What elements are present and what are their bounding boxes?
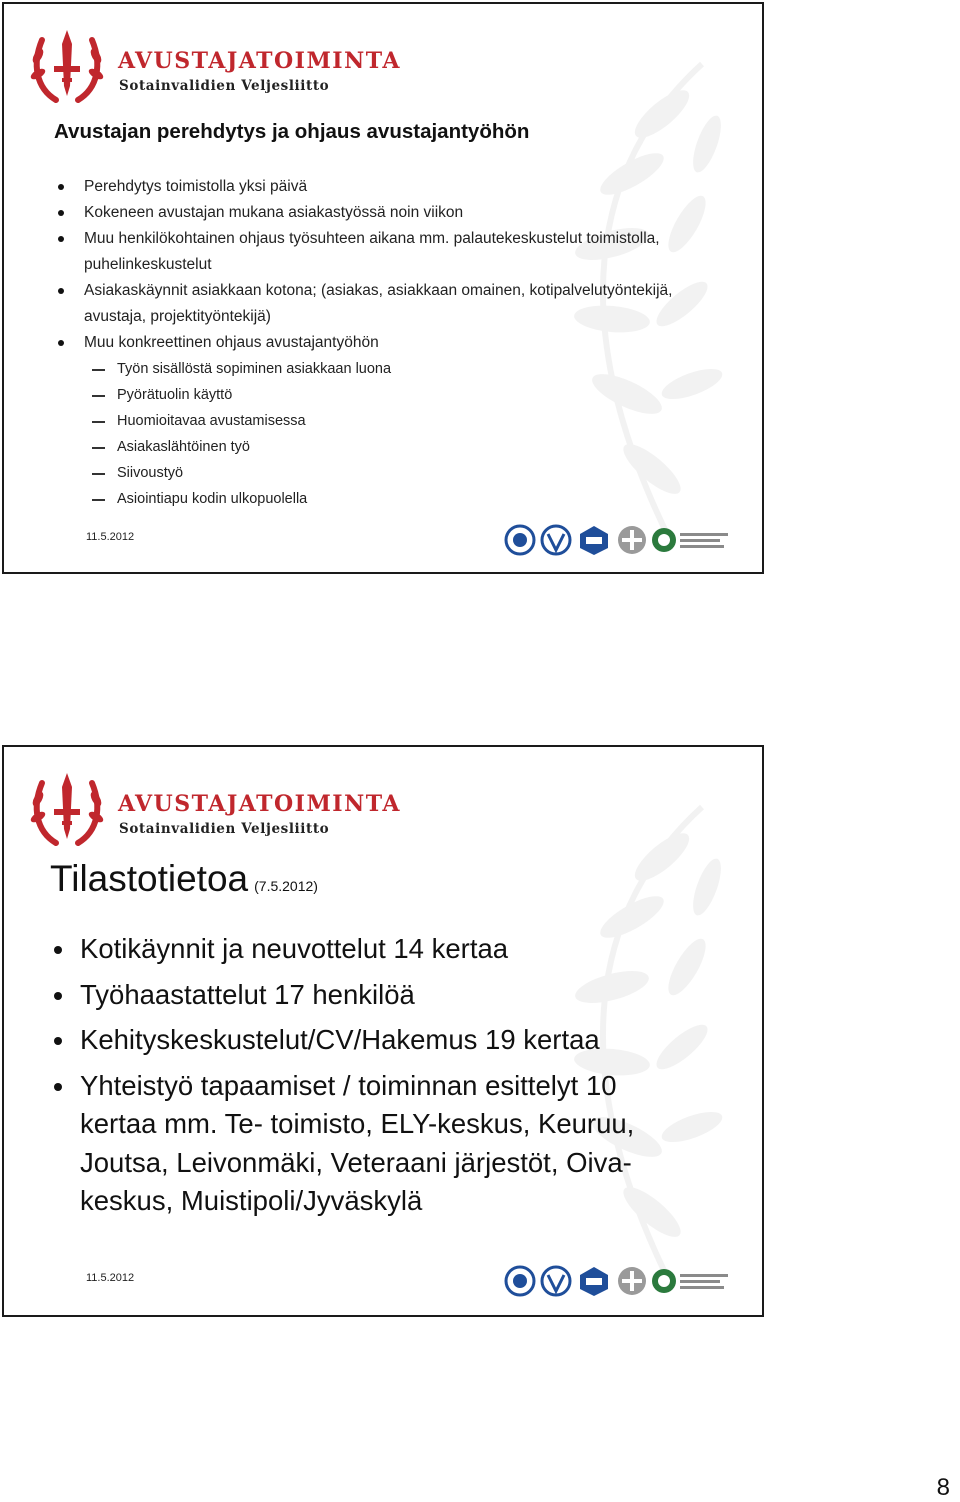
sub-list-item: Siivoustyö bbox=[54, 460, 704, 486]
logo bbox=[26, 26, 401, 106]
slide-title bbox=[50, 858, 318, 900]
partner-logo-1-icon bbox=[506, 526, 534, 554]
partner-logo-2-icon bbox=[542, 1267, 570, 1295]
partner-logo-5-icon bbox=[652, 1269, 728, 1293]
emblem-icon bbox=[26, 769, 108, 849]
slide-title: Avustajan perehdytys ja ohjaus avustajantyöhön bbox=[54, 120, 530, 143]
logo-subtitle: Sotainvalidien Veljesliitto bbox=[119, 821, 330, 837]
list-item: Kokeneen avustajan mukana asiakastyössä noin viikon bbox=[54, 200, 704, 226]
logo bbox=[26, 769, 401, 849]
slide-title-date: (7.5.2012) bbox=[254, 878, 318, 894]
partner-logo-2-icon bbox=[542, 526, 570, 554]
sub-list-item: Asiointiapu kodin ulkopuolella bbox=[54, 486, 704, 512]
partner-logo-5-icon bbox=[652, 528, 728, 552]
partner-logos bbox=[504, 1265, 736, 1297]
partner-logo-1-icon bbox=[506, 1267, 534, 1295]
sub-list-item: Asiakaslähtöinen työ bbox=[54, 434, 704, 460]
slide-title-main: Tilastotietoa bbox=[50, 858, 249, 899]
slide-1 bbox=[2, 2, 764, 574]
page-number: 8 bbox=[936, 1474, 950, 1501]
logo-subtitle: Sotainvalidien Veljesliitto bbox=[119, 78, 330, 94]
logo-title: AVUSTAJATOIMINTA bbox=[118, 48, 401, 74]
bullet-list bbox=[50, 930, 700, 1228]
slide-date: 11.5.2012 bbox=[86, 531, 135, 543]
partner-logo-3-icon bbox=[580, 526, 608, 555]
list-item: Muu konkreettinen ohjaus avustajantyöhön bbox=[54, 330, 704, 356]
list-item: Muu henkilökohtainen ohjaus työsuhteen aikana mm. palautekeskustelut toimistolla, puhelinkeskustelut bbox=[54, 226, 704, 278]
list-item: Yhteistyö tapaamiset / toiminnan esittelyt 10 kertaa mm. Te- toimisto, ELY-keskus, Keuruu, Joutsa, Leivonmäki, Veteraani järjestöt, Oiva-keskus, Muistipoli/Jyväskylä bbox=[50, 1067, 700, 1221]
list-item: Asiakaskäynnit asiakkaan kotona; (asiakas, asiakkaan omainen, kotipalvelutyöntekijä, avustaja, projektityöntekijä) bbox=[54, 278, 704, 330]
list-item: Kotikäynnit ja neuvottelut 14 kertaa bbox=[50, 930, 700, 969]
sub-list-item: Työn sisällöstä sopiminen asiakkaan luona bbox=[54, 356, 704, 382]
list-item: Työhaastattelut 17 henkilöä bbox=[50, 976, 700, 1015]
logo-title: AVUSTAJATOIMINTA bbox=[118, 791, 401, 817]
sub-list-item: Pyörätuolin käyttö bbox=[54, 382, 704, 408]
bullet-list bbox=[54, 174, 704, 512]
partner-logo-4-icon bbox=[618, 1267, 646, 1295]
partner-logo-3-icon bbox=[580, 1267, 608, 1296]
list-item: Perehdytys toimistolla yksi päivä bbox=[54, 174, 704, 200]
partner-logos bbox=[504, 524, 736, 556]
slide-date: 11.5.2012 bbox=[86, 1272, 135, 1284]
partner-logo-4-icon bbox=[618, 526, 646, 554]
list-item: Kehityskeskustelut/CV/Hakemus 19 kertaa bbox=[50, 1021, 700, 1060]
sub-list-item: Huomioitavaa avustamisessa bbox=[54, 408, 704, 434]
emblem-icon bbox=[26, 26, 108, 106]
